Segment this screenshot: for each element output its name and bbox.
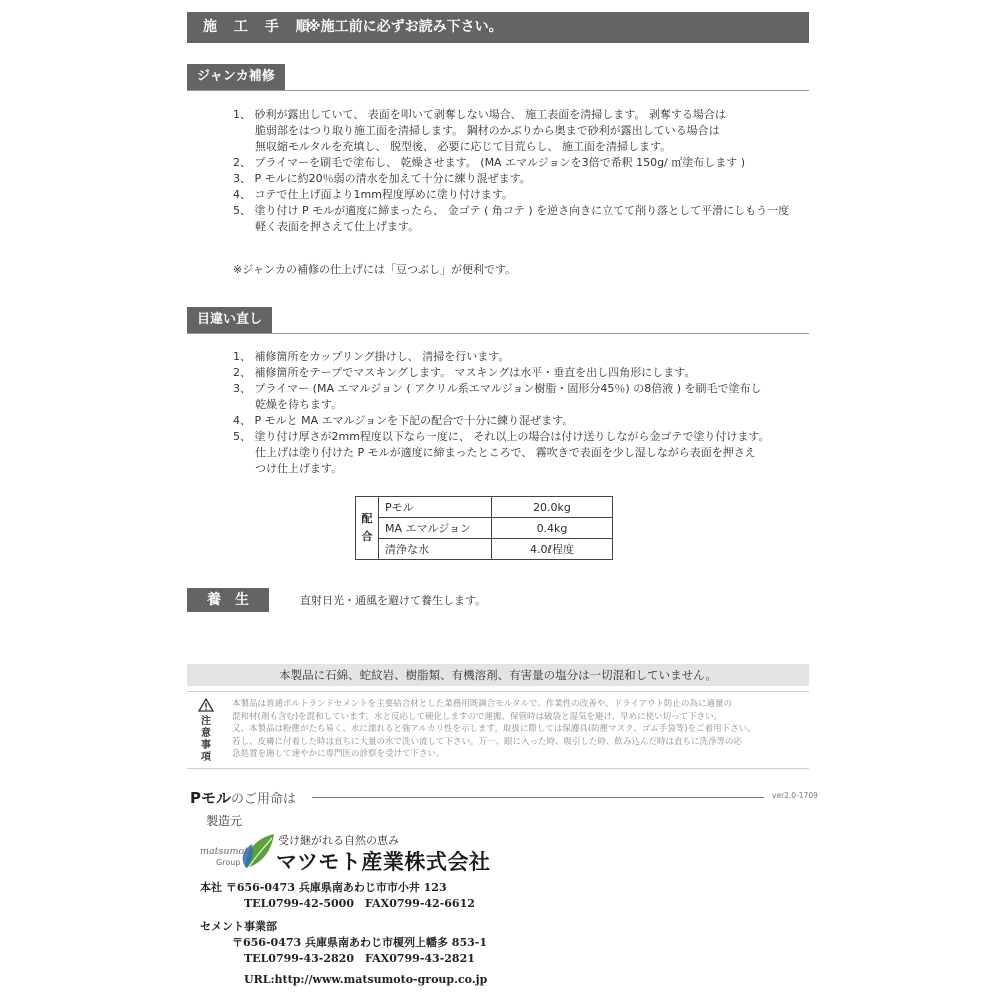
step-line: 4、 P モルと MA エマルジョンを下記の配合で十分に練り混ぜます。 [233,414,574,427]
mechigai-steps [233,349,770,477]
step-line: 軽く表面を押さえて仕上げます。 [233,220,420,233]
mix-amount: 4.0ℓ程度 [492,539,613,560]
caution-label-char: 意 [201,728,211,739]
head-office-label: 本社 [200,881,222,894]
head-office-addr: 〒656-0473 兵庫県南あわじ市市小井 123 [225,881,447,894]
product-inquiry-heading [190,787,296,808]
section-heading-jyanka: ジャンカ補修 [187,64,285,90]
table-row [356,518,613,539]
caution-label-char: 注 [201,716,211,727]
step-line: 2、 プライマーを刷毛で塗布し、 乾燥させます。 (MA エマルジョンを3倍で希釈 150g/ ㎡塗布します ) [233,156,746,169]
step-line: 5、 塗り付け厚さが2mm程度以下なら一度に、 それ以上の場合は付け送りしながら金ゴテで塗り付けます。 [233,430,770,443]
step-line: 1、 砂利が露出していて、 表面を叩いて剥奪しない場合、 施工表面を清掃します。 剥奪する場合は [233,108,726,121]
section-divider [187,90,809,91]
caution-top-rule [187,691,809,692]
caution-label [199,716,213,764]
step-line: 5、 塗り付け P モルが適度に締まったら、 金ゴテ ( 角コテ ) を逆さ向きに立てて削り落として平滑にしもう一度 [233,204,790,217]
step-line: 脆弱部をはつり取り施工面を清掃します。 鋼材のかぶりから奥まで砂利が露出している場合は [233,124,720,137]
page-title: 施 工 手 順 [203,19,316,35]
caution-label-char: 項 [201,752,211,763]
jyanka-note: ※ジャンカの補修の仕上げには「豆つぶし」が便利です。 [233,263,517,276]
mix-item: Pモル [379,497,492,518]
table-row [356,539,613,560]
company-logo [200,832,276,872]
section-heading-yojo: 養 生 [187,588,269,612]
caution-line: 混和材(剤も含む)を混和しています。水と反応して硬化しますので運搬、保管時は破袋と湿気を避け、早めに使い切って下さい。 [232,711,723,722]
step-line: 乾燥を待ちます。 [233,398,343,411]
maker-label: 製造元 [206,814,243,828]
step-line: 1、 補修箇所をカップリング掛けし、 清掃を行います。 [233,350,510,363]
step-line: 4、 コテで仕上げ面より1mm程度厚めに塗り付けます。 [233,188,514,201]
mix-amount: 0.4kg [492,518,613,539]
yojo-text: 直射日光・通風を避けて養生します。 [300,594,487,607]
cement-division-address: 〒656-0473 兵庫県南あわじ市榎列上幡多 853-1 [232,936,487,949]
version-label: ver2.0-1709 [772,791,818,800]
section-heading-mechigai: 目違い直し [187,307,272,333]
mix-label: 配 [361,512,373,525]
logo-word: matsumoto [200,846,254,857]
mix-amount: 20.0kg [492,497,613,518]
product-name: Pモル [190,789,231,807]
company-tagline: 受け継がれる自然の恵み [278,834,399,847]
footer-divider [312,797,764,798]
mix-item: MA エマルジョン [379,518,492,539]
step-line: つけ仕上げます。 [233,462,343,475]
mix-item: 清浄な水 [379,539,492,560]
read-before-note: ※施工前に必ずお読み下さい。 [307,19,503,35]
caution-bottom-rule [187,768,809,769]
jyanka-steps [233,107,789,235]
step-line: 仕上げは塗り付けた P モルが適度に締まったところで、 霧吹きで表面を少し湿しながら表面を押さえ [233,446,756,459]
cement-division-tel: TEL0799-43-2820 FAX0799-43-2821 [244,952,475,965]
section-divider [187,333,809,334]
inquiry-text: のご用命は [231,792,297,807]
cement-division-label: セメント事業部 [200,920,277,933]
no-harmful-substances-notice: 本製品に石綿、蛇紋岩、樹脂類、有機溶剤、有害量の塩分は一切混和していません。 [187,664,809,686]
step-line: 2、 補修箇所をテープでマスキングします。 マスキングは水平・垂直を出し四角形にします。 [233,366,696,379]
website-url[interactable]: URL:http://www.matsumoto-group.co.jp [244,973,488,986]
step-line: 3、 プライマー (MA エマルジョン ( アクリル系エマルジョン樹脂・固形分45％) の8倍液 ) を刷毛で塗布し [233,382,762,395]
head-office-tel: TEL0799-42-5000 FAX0799-42-6612 [244,897,475,910]
caution-line: 若し、皮膚に付着した時は直ちに大量の水で洗い流して下さい。万一、眼に入った時、吸引した時、飲み込んだ時は直ちに洗浄等の応 [232,736,743,747]
caution-label-char: 事 [201,740,211,751]
step-line: 3、 P モルに約20％弱の清水を加えて十分に練り混ぜます。 [233,172,531,185]
company-name: マツモト産業株式会社 [276,850,491,874]
caution-line: 又、本製品は粉塵がたち易く、水に濡れると強アルカリ性を示します。取扱に際しては保護具(防塵マスク、ゴム手袋等)をご着用下さい。 [232,724,756,735]
head-office-address [200,879,447,895]
step-line: 無収縮モルタルを充填し、 脱型後、 必要に応じて目荒らし、 施工面を清掃します。 [233,140,672,153]
mix-ratio-table [355,496,613,560]
warning-triangle-icon [198,697,214,711]
caution-text [232,698,756,761]
caution-line: 本製品は普通ポルトランドセメントを主要結合材とした業務用既調合モルタルで、作業性の改善や、ドライアウト防止の為に適量の [232,699,733,709]
mix-label: 合 [361,530,373,543]
mix-label-cell [356,497,379,560]
caution-line: 急処置を施して速やかに専門医の診察を受けて下さい。 [232,749,445,760]
logo-group: Group [216,858,241,867]
table-row [356,497,613,518]
procedure-title-bar [187,12,809,43]
